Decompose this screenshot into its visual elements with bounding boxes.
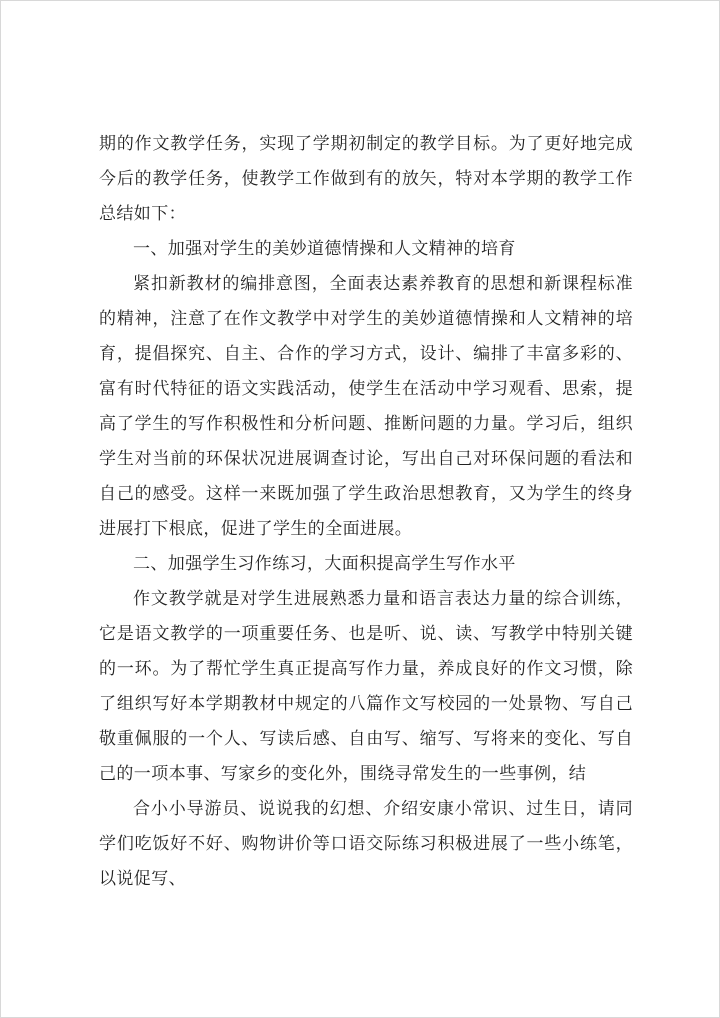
section-heading-1: 一、加强对学生的美妙道德情操和人文精神的培育 xyxy=(133,239,516,259)
paragraph-continuation: 合小小导游员、说说我的幻想、介绍安康小常识、过生日，请同学们吃饭好不好、购物讲价等口语交际练习积极进展了一些小练笔，以说促写、 xyxy=(99,799,633,889)
section-heading-2: 二、加强学生习作练习，大面积提高学生写作水平 xyxy=(133,554,516,574)
paragraph-section-2: 作文教学就是对学生进展熟悉力量和语言表达力量的综合训练，它是语文教学的一项重要任务、也是听、说、读、写教学中特别关键的一环。为了帮忙学生真正提高写作力量，养成良好的作文习惯，除了组织写好本学期教材中规定的八篇作文写校园的一处景物、写自己敬重佩服的一个人、写读后感、自由写、缩写、写将来的变化、写自己的一项本事、写家乡的变化外，围绕寻常发生的一些事例，结 xyxy=(99,589,633,784)
paragraph-intro: 期的作文教学任务，实现了学期初制定的教学目标。为了更好地完成今后的教学任务，使教学工作做到有的放矢，特对本学期的教学工作总结如下： xyxy=(99,134,633,224)
paragraph-section-1: 紧扣新教材的编排意图，全面表达素养教育的思想和新课程标准的精神，注意了在作文教学中对学生的美妙道德情操和人文精神的培育，提倡探究、自主、合作的学习方式，设计、编排了丰富多彩的、富有时代特征的语文实践活动，使学生在活动中学习观看、思索，提高了学生的写作积极性和分析问题、推断问题的力量。学习后，组织学生对当前的环保状况进展调查讨论，写出自己对环保问题的看法和自己的感受。这样一来既加强了学生政治思想教育，又为学生的终身进展打下根底，促进了学生的全面进展。 xyxy=(99,274,633,539)
document-body xyxy=(99,127,633,897)
